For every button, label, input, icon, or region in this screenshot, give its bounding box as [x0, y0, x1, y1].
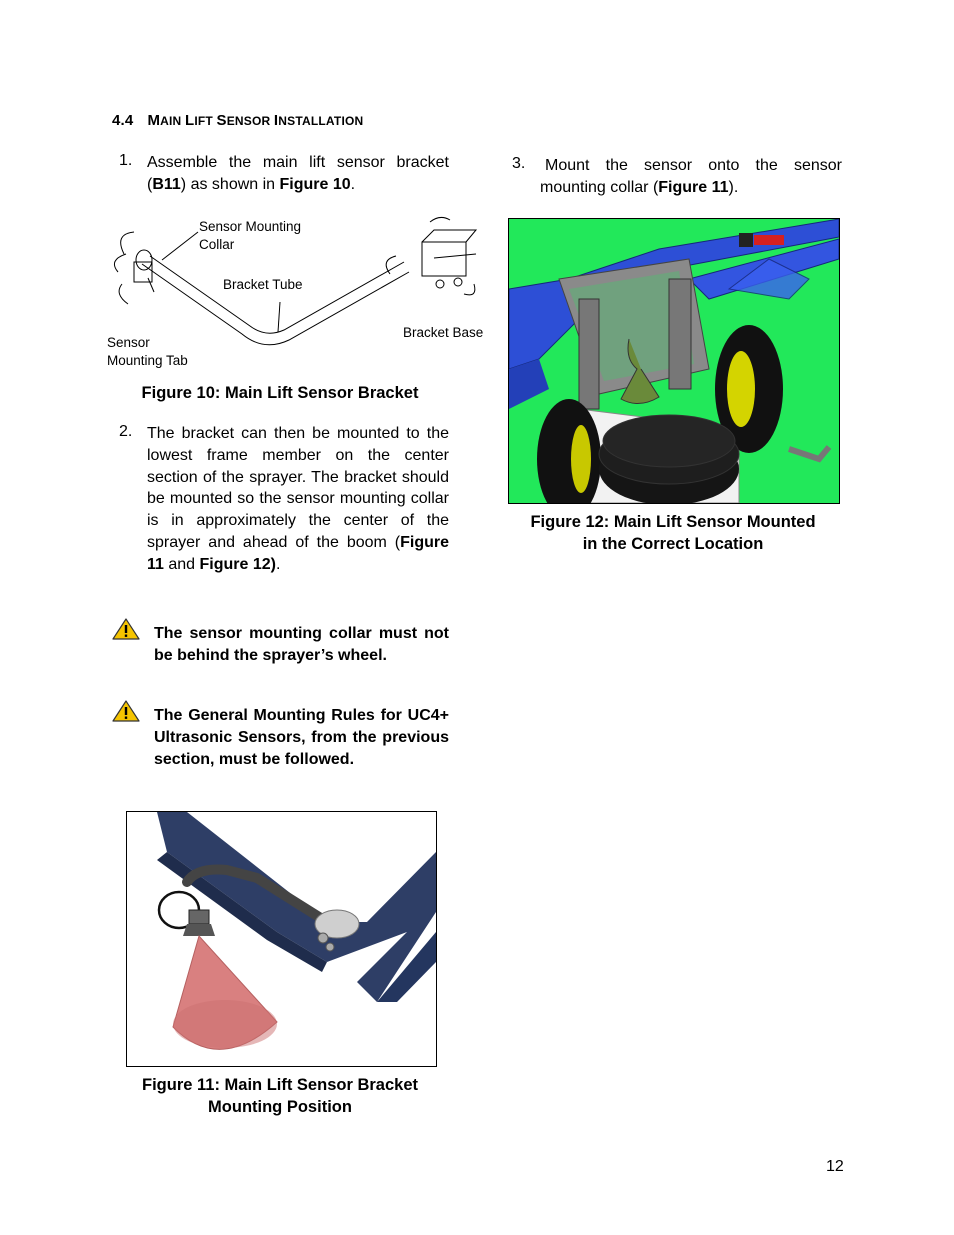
warning-icon — [111, 617, 141, 641]
step-1-text: Assemble the main lift sensor bracket (B11) as shown in Figure 10. — [147, 154, 449, 193]
section-heading — [112, 112, 363, 129]
page-number: 12 — [826, 1158, 844, 1175]
step-3-text: Mount the sensor onto the sensor mounting collar (Figure 11). — [540, 157, 842, 196]
figure-12-caption: Figure 12: Main Lift Sensor Mounted in the Correct Location — [530, 513, 816, 553]
label-bracket-tube: Bracket Tube — [223, 277, 303, 292]
figure-10-caption: Figure 10: Main Lift Sensor Bracket — [141, 384, 419, 402]
label-sensor-mounting-tab: Sensor Mounting Tab — [107, 335, 188, 368]
label-bracket-base: Bracket Base — [403, 325, 484, 340]
step-number: 2. — [119, 423, 133, 440]
figure-11-caption: Figure 11: Main Lift Sensor Bracket Mounting Position — [142, 1076, 418, 1116]
label-sensor-mounting-collar: Sensor Mounting Collar — [199, 219, 302, 252]
figure-11-image — [126, 811, 437, 1067]
section-title: MAIN LIFT SENSOR INSTALLATION — [147, 112, 364, 129]
step-number: 3. — [512, 155, 526, 172]
warning-text: The General Mounting Rules for UC4+ Ultrasonic Sensors, from the previous section, must be followed. — [154, 707, 449, 768]
step-number: 1. — [119, 152, 133, 169]
warning-icon — [111, 699, 141, 723]
step-2-text: The bracket can then be mounted to the lowest frame member on the center section of the sprayer. The bracket should be mounted so the sensor mounting collar is in approximately the center of the sprayer and ahead of the boom (Figure 11 and Figure 12). — [147, 425, 449, 573]
section-number: 4.4 — [112, 112, 134, 129]
figure-12-image — [508, 218, 840, 504]
warning-text: The sensor mounting collar must not be behind the sprayer’s wheel. — [154, 625, 449, 664]
